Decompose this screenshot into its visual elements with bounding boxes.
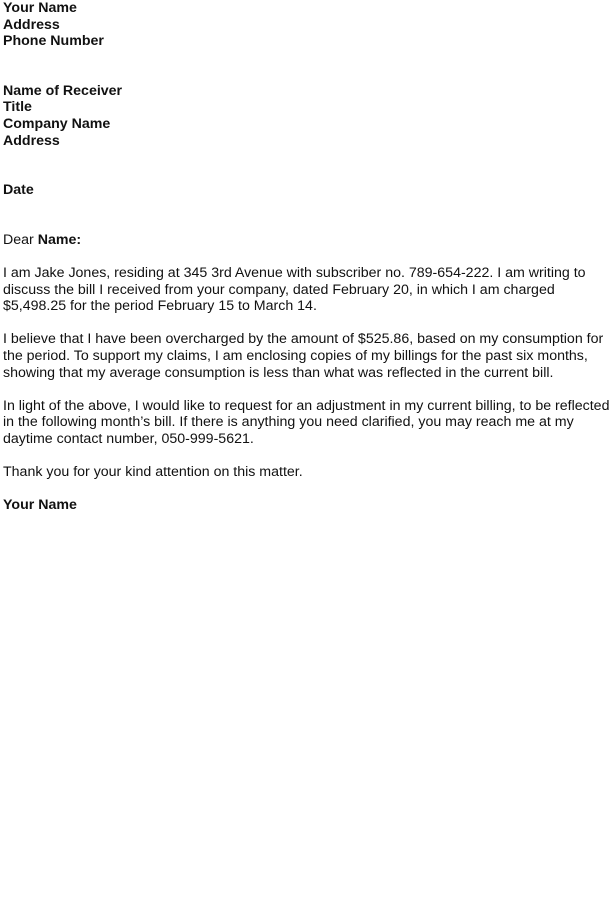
letter-page [3, 0, 613, 514]
body-paragraph-3: In light of the above, I would like to request for an adjustment in my current billing, to be reflected in the following month’s bill. If there is anything you need clarified, you may reach me at my daytime contact number, 050-999-5621. [3, 397, 610, 447]
receiver-company: Company Name [3, 115, 111, 132]
receiver-block [3, 83, 613, 149]
sender-address: Address [3, 16, 60, 33]
salutation [3, 232, 613, 249]
signature-name: Your Name [3, 497, 77, 514]
sender-phone: Phone Number [3, 33, 104, 50]
sender-name: Your Name [3, 0, 77, 16]
closing-line: Thank you for your kind attention on this matter. [3, 464, 303, 481]
body-paragraph-2: I believe that I have been overcharged by the amount of $525.86, based on my consumption for the period. To support my claims, I am enclosing copies of my billings for the past six months, showing that my average consumption is less than what was reflected in the current bill. [3, 331, 604, 381]
body-paragraph-1: I am Jake Jones, residing at 345 3rd Avenue with subscriber no. 789-654-222. I am writing to discuss the bill I received from your company, dated February 20, in which I am charged $5,498.25 for the period February 15 to March 14. [3, 264, 586, 315]
salutation-greeting: Dear [3, 231, 38, 248]
receiver-name: Name of Receiver [3, 82, 123, 99]
receiver-title: Title [3, 99, 32, 116]
letter-date: Date [3, 182, 34, 199]
receiver-address: Address [3, 132, 60, 149]
salutation-name: Name: [37, 231, 82, 248]
date-line [3, 182, 613, 199]
sender-block [3, 0, 613, 50]
